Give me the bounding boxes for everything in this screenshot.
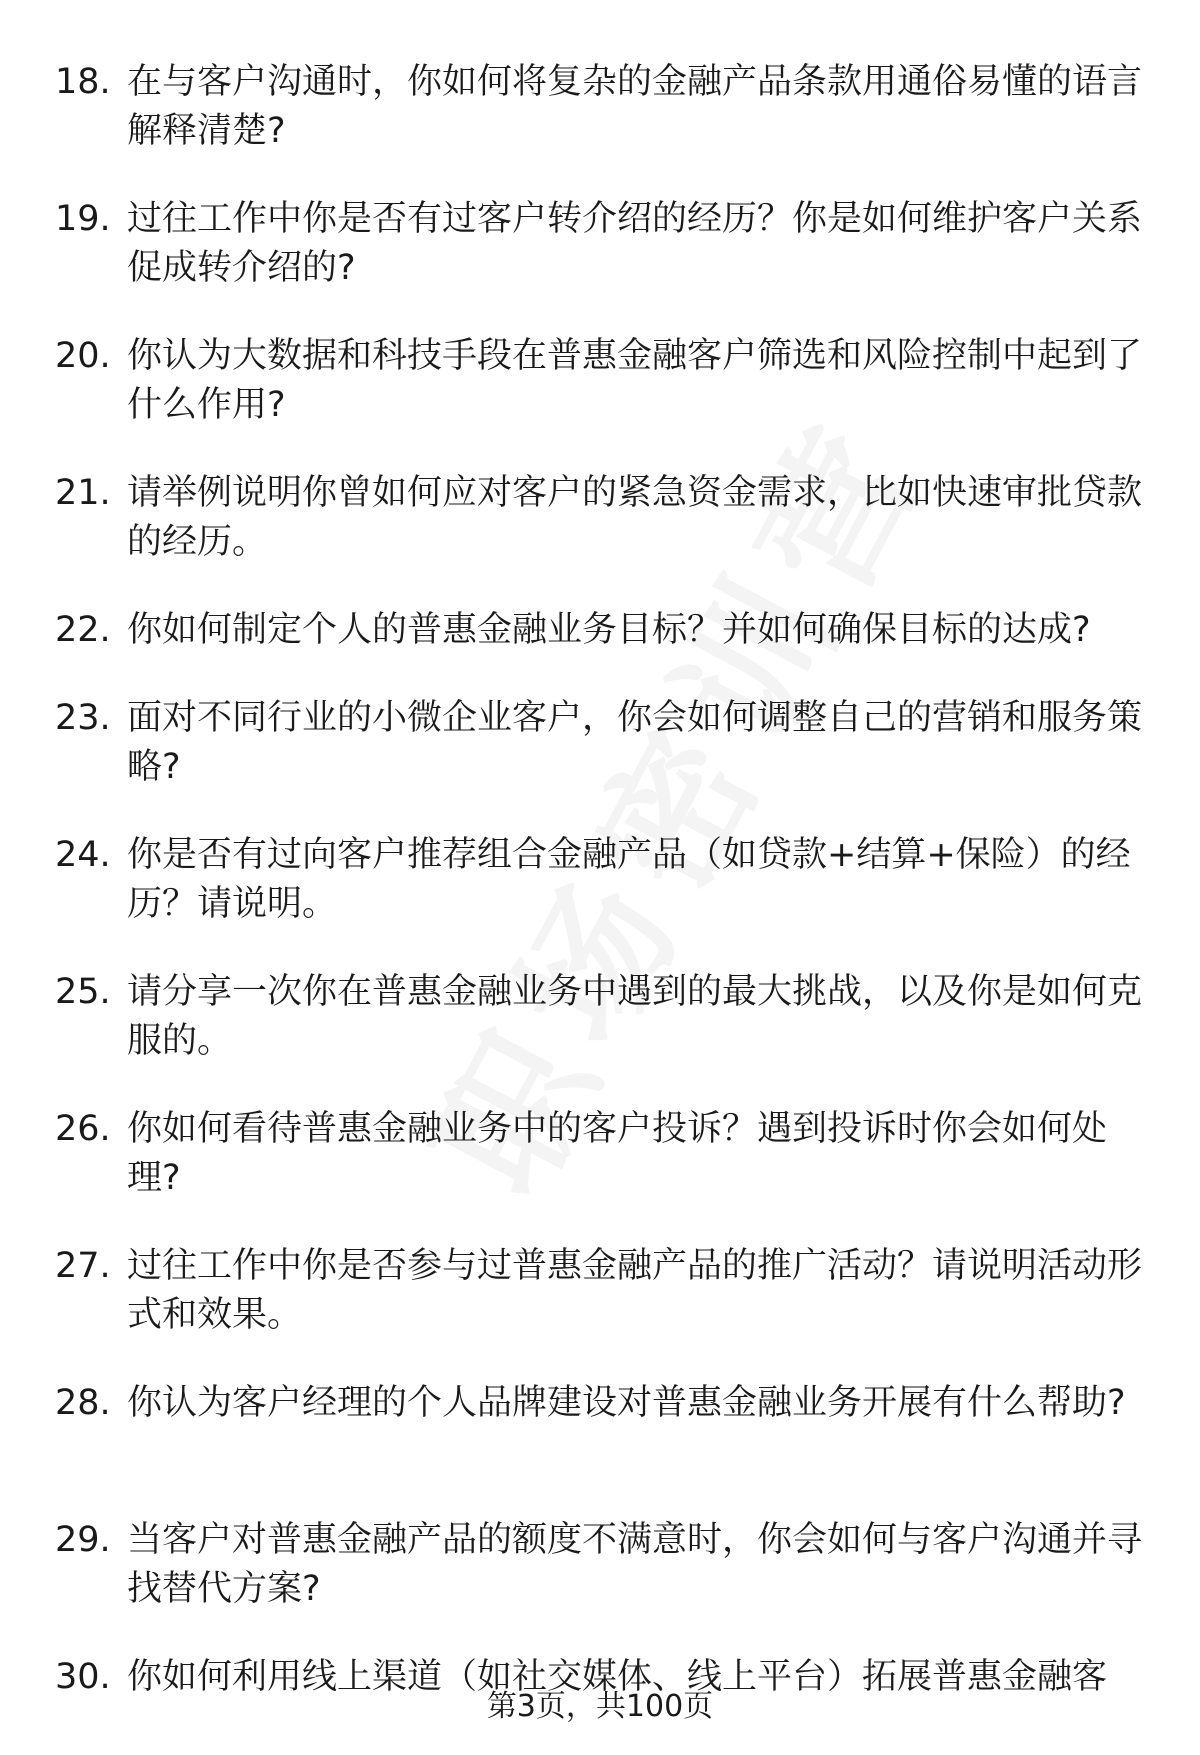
question-number: 29. <box>55 1520 111 1560</box>
question-number: 20. <box>55 336 111 376</box>
question-text: 面对不同行业的小微企业客户，你会如何调整自己的营销和服务策略? <box>127 698 1143 787</box>
question-number: 24. <box>55 835 111 875</box>
question-item <box>55 195 1165 293</box>
question-item <box>55 58 1165 156</box>
question-text: 请分享一次你在普惠金融业务中遇到的最大挑战，以及你是如何克服的。 <box>127 972 1143 1061</box>
question-number: 23. <box>55 698 111 738</box>
question-item <box>55 332 1165 430</box>
question-number: 27. <box>55 1246 111 1286</box>
question-item <box>55 831 1165 929</box>
page-footer <box>0 1687 1200 1727</box>
question-number: 19. <box>55 199 111 239</box>
question-list <box>55 58 1165 1741</box>
question-item <box>55 1516 1165 1614</box>
question-number: 21. <box>55 473 111 513</box>
question-item <box>55 968 1165 1066</box>
question-number: 22. <box>55 610 111 650</box>
question-text: 请举例说明你曾如何应对客户的紧急资金需求，比如快速审批贷款的经历。 <box>127 473 1143 562</box>
question-text: 过往工作中你是否参与过普惠金融产品的推广活动？请说明活动形式和效果。 <box>127 1246 1143 1335</box>
question-text: 当客户对普惠金融产品的额度不满意时，你会如何与客户沟通并寻找替代方案? <box>127 1520 1143 1609</box>
question-number: 25. <box>55 972 111 1012</box>
question-item <box>55 1105 1165 1203</box>
question-item <box>55 694 1165 792</box>
question-item <box>55 1242 1165 1340</box>
question-text: 你如何利用线上渠道（如社交媒体、线上平台）拓展普惠金融客 <box>127 1657 1108 1697</box>
question-text: 你如何制定个人的普惠金融业务目标？并如何确保目标的达成? <box>127 610 1091 650</box>
question-text: 你如何看待普惠金融业务中的客户投诉？遇到投诉时你会如何处理? <box>127 1109 1108 1198</box>
question-number: 28. <box>55 1383 111 1423</box>
question-number: 30. <box>55 1657 111 1697</box>
page-number: 第3页，共100页 <box>486 1689 714 1724</box>
question-text: 过往工作中你是否有过客户转介绍的经历？你是如何维护客户关系促成转介绍的? <box>127 199 1143 288</box>
question-item <box>55 469 1165 567</box>
question-item <box>55 606 1165 655</box>
question-number: 18. <box>55 62 111 102</box>
question-text: 你认为大数据和科技手段在普惠金融客户筛选和风险控制中起到了什么作用? <box>127 336 1143 425</box>
question-text: 你认为客户经理的个人品牌建设对普惠金融业务开展有什么帮助? <box>127 1383 1126 1423</box>
question-text: 你是否有过向客户推荐组合金融产品（如贷款+结算+保险）的经历？请说明。 <box>127 835 1131 924</box>
question-item <box>55 1379 1165 1477</box>
question-text: 在与客户沟通时，你如何将复杂的金融产品条款用通俗易懂的语言解释清楚? <box>127 62 1143 151</box>
question-number: 26. <box>55 1109 111 1149</box>
